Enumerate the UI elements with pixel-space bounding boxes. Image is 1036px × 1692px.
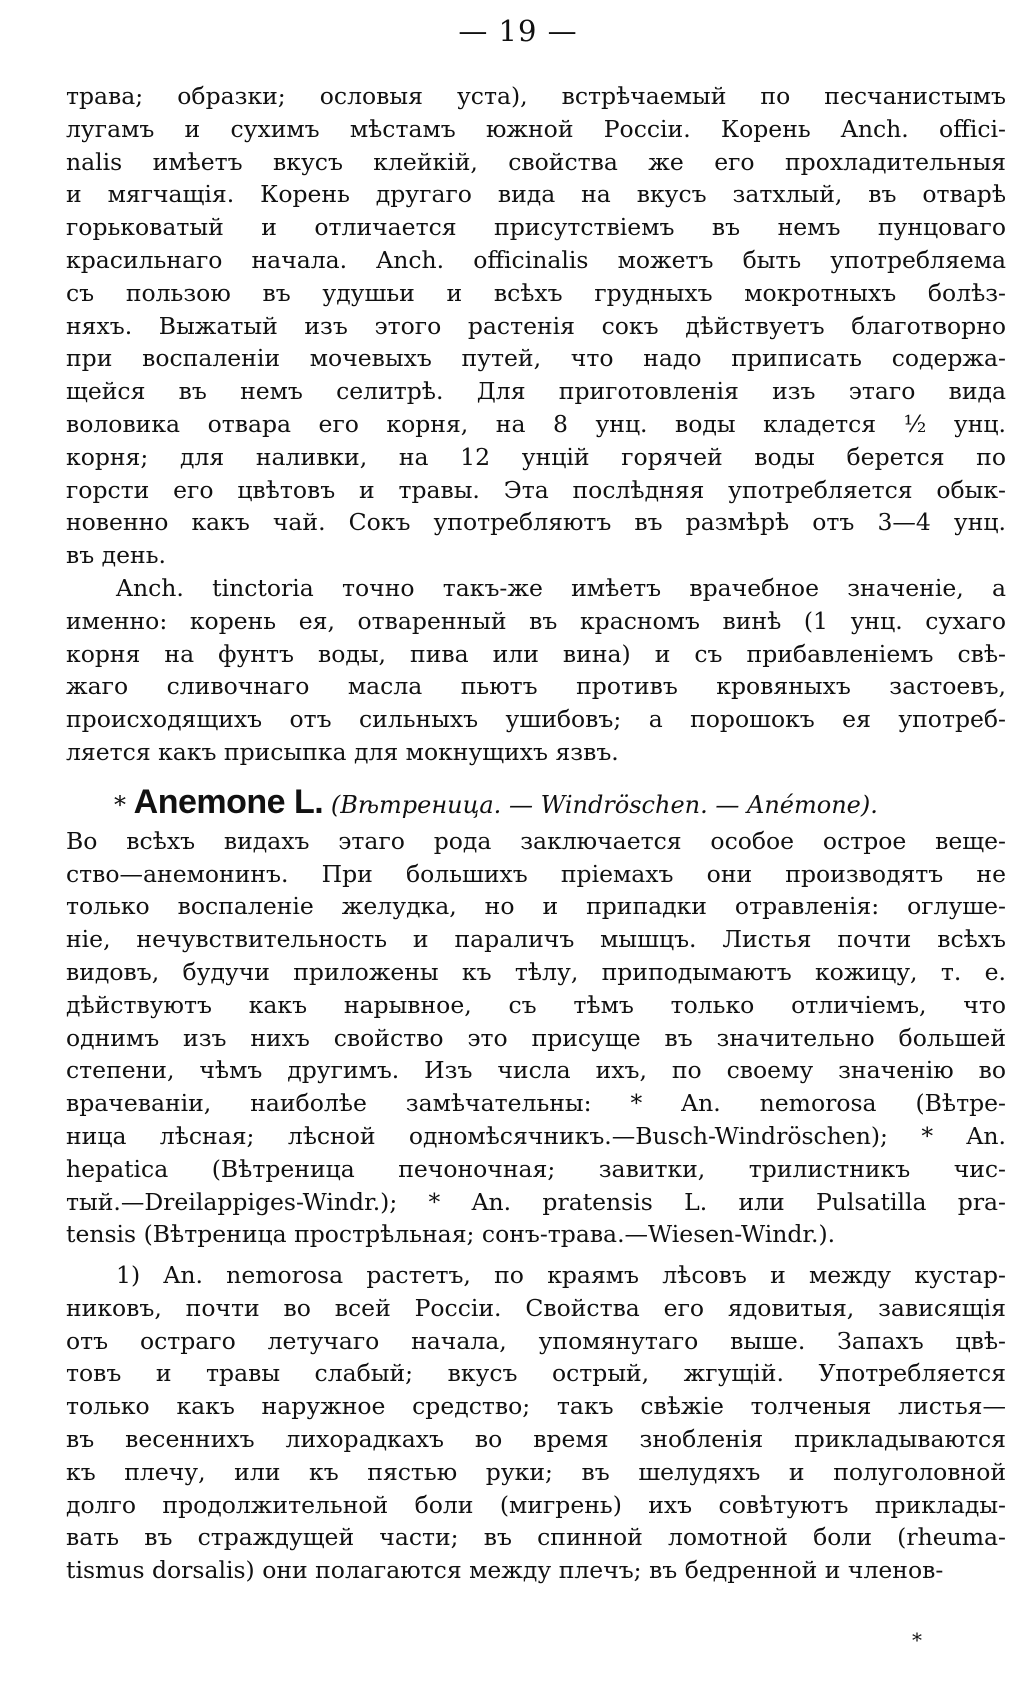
text-line: Anch. tinctoria точно такъ-же имѣетъ врачебное значеніе, а [116, 573, 1006, 602]
text-line: товъ и травы слабый; вкусъ острый, жгущій. Употребляется [66, 1359, 1006, 1388]
text-line: къ плечу, или къ пястью руки; въ шелудяхъ и полуголовной [66, 1457, 1006, 1486]
text-line: корня на фунтъ воды, пива или вина) и съ прибавленіемъ свѣ- [66, 639, 1006, 668]
text-line: дѣйствуютъ какъ нарывное, съ тѣмъ только отличіемъ, что [66, 990, 1006, 1019]
text-line: ніе, нечувствительность и параличъ мышцъ. Листья почти всѣхъ [66, 925, 1006, 954]
section-heading-anemone [66, 779, 1006, 825]
text-line: hepatica (Вѣтреница печоночная; завитки, трилистникъ чис- [66, 1154, 1006, 1183]
text-line: врачеваніи, наиболѣе замѣчательны: * An. nemorosa (Вѣтре- [66, 1089, 1006, 1118]
heading-marker: * [114, 790, 126, 819]
text-line: ляется какъ присыпка для мокнущихъ язвъ. [66, 737, 619, 766]
body-text [66, 80, 1006, 1587]
text-line: жаго сливочнаго масла пьютъ противъ кровяныхъ застоевъ, [66, 672, 1006, 701]
text-line: nalis имѣетъ вкусъ клейкій, свойства же его прохладительныя [66, 147, 1006, 176]
text-line: только воспаленіе желудка, но и припадки отравленія: оглуше- [66, 892, 1006, 921]
text-line: tensis (Вѣтреница прострѣльная; сонъ-трава.—Wiesen-Windr.). [66, 1220, 836, 1249]
text-line: никовъ, почти во всей Россіи. Свойства его ядовитыя, зависящія [66, 1293, 1006, 1322]
text-line: трава; образки; ословыя уста), встрѣчаемый по песчанистымъ [66, 82, 1006, 110]
text-line: долго продолжительной боли (мигрень) ихъ совѣтуютъ приклады- [66, 1490, 1006, 1519]
text-line: отъ остраго летучаго начала, упомянутаго выше. Запахъ цвѣ- [66, 1326, 1006, 1355]
text-line: съ пользою въ удушьи и всѣхъ грудныхъ мокротныхъ болѣз- [66, 278, 1006, 307]
text-line: вать въ страждущей части; въ спинной ломотной боли (rheuma- [66, 1523, 1006, 1552]
text-line: видовъ, будучи приложены къ тѣлу, приподымаютъ кожицу, т. е. [66, 957, 1006, 986]
text-line: щейся въ немъ селитрѣ. Для приготовленія изъ этаго вида [66, 377, 1006, 406]
text-line: горсти его цвѣтовъ и травы. Эта послѣдняя употребляется обык- [66, 475, 1006, 504]
heading-genus: Anemone L. [133, 782, 324, 821]
text-line: при воспаленіи мочевыхъ путей, что надо приписать содержа- [66, 344, 1006, 373]
text-line: горьковатый и отличается присутствіемъ въ немъ пунцоваго [66, 213, 1006, 242]
text-line: и мягчащія. Корень другаго вида на вкусъ затхлый, въ отварѣ [66, 180, 1006, 209]
text-line: тый.—Dreilappiges-Windr.); * An. pratensis L. или Pulsatilla pra- [66, 1187, 1006, 1216]
text-line: лугамъ и сухимъ мѣстамъ южной Россіи. Корень Anch. offici- [66, 114, 1006, 143]
text-line: корня; для наливки, на 12 унцій горячей воды берется по [66, 442, 1006, 471]
text-line: новенно какъ чай. Сокъ употребляютъ въ размѣрѣ отъ 3—4 унц. [66, 508, 1006, 537]
text-line: Во всѣхъ видахъ этаго рода заключается особое острое веще- [66, 826, 1006, 855]
paragraph-gap [66, 1251, 1006, 1259]
text-line: въ день. [66, 541, 166, 570]
text-line: однимъ изъ нихъ свойство это присуще въ значительно большей [66, 1023, 1006, 1052]
text-line: происходящихъ отъ сильныхъ ушибовъ; а порошокъ ея употреб- [66, 705, 1006, 734]
paragraph-anchusa-officinalis [66, 80, 1006, 572]
text-line: tismus dorsalis) они полагаются между плечъ; въ бедренной и членов- [66, 1556, 944, 1585]
text-line: няхъ. Выжатый изъ этого растенія сокъ дѣйствуетъ благотворно [66, 311, 1006, 340]
text-line: воловика отвара его корня, на 8 унц. воды кладется ½ унц. [66, 409, 1006, 438]
footer-mark: * [912, 1628, 922, 1652]
text-line: степени, чѣмъ другимъ. Изъ числа ихъ, по своему значенію во [66, 1056, 1006, 1085]
text-line: красильнаго начала. Anch. officinalis можетъ быть употребляема [66, 245, 1006, 274]
text-line: только какъ наружное средство; такъ свѣжіе толченыя листья— [66, 1392, 1006, 1421]
text-line: 1) An. nemorosa растетъ, по краямъ лѣсовъ и между кустар- [116, 1261, 1006, 1290]
text-line: въ весеннихъ лихорадкахъ во время знобленія прикладываются [66, 1425, 1006, 1454]
paragraph-anemone-nemorosa [66, 1259, 1006, 1587]
text-line: ство—анемонинъ. При большихъ пріемахъ они производятъ не [66, 859, 1006, 888]
page-number: — 19 — [458, 14, 578, 48]
paragraph-anchusa-tinctoria [66, 572, 1006, 769]
text-line: именно: корень ея, отваренный въ красномъ винѣ (1 унц. сухаго [66, 606, 1006, 635]
paragraph-anemone-general [66, 825, 1006, 1251]
heading-synonyms: (Вѣтреница. — Windröschen. — Anémone). [330, 790, 878, 819]
text-line: ница лѣсная; лѣсной одномѣсячникъ.—Busch-Windröschen); * An. [66, 1121, 1006, 1150]
